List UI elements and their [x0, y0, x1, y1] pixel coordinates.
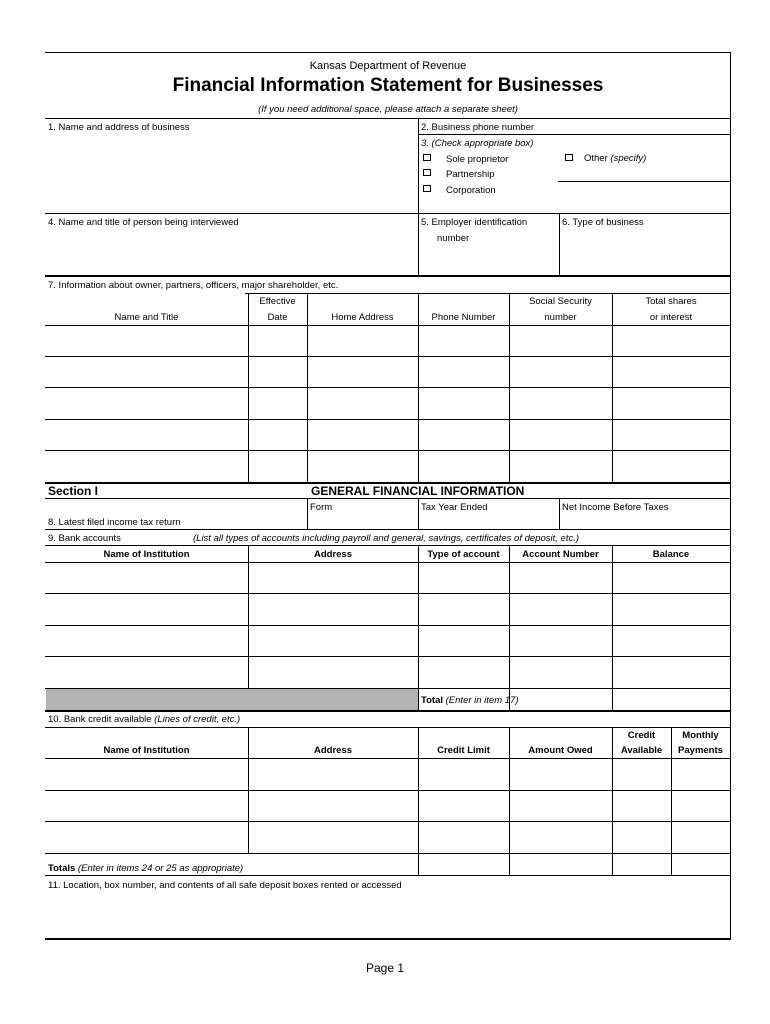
bank-col-balance: Balance	[652, 549, 690, 560]
credit-cell[interactable]	[510, 759, 611, 789]
tax-return-col-form: Form	[310, 502, 333, 513]
owners-col-shares-line2: or interest	[649, 312, 693, 323]
bank-col-type: Type of account	[427, 549, 500, 560]
owners-cell[interactable]	[419, 357, 508, 386]
page-number: Page 1	[365, 961, 405, 975]
credit-col-address: Address	[313, 745, 352, 756]
form-right-border	[730, 52, 731, 940]
owners-cell[interactable]	[419, 388, 508, 418]
bank-cell[interactable]	[613, 626, 729, 655]
owners-cell[interactable]	[46, 388, 247, 418]
owners-cell[interactable]	[308, 388, 417, 418]
credit-col-amount-owed: Amount Owed	[528, 745, 593, 756]
owners-cell[interactable]	[249, 420, 306, 449]
owners-col-date-line1: Effective	[259, 296, 296, 307]
credit-cell[interactable]	[672, 759, 729, 789]
credit-cell[interactable]	[510, 791, 611, 820]
other-text: Other	[584, 153, 608, 164]
credit-col-institution: Name of Institution	[103, 745, 190, 756]
tax-return-net-income-field[interactable]	[560, 514, 729, 528]
form-title: Financial Information Statement for Businesses	[172, 75, 604, 96]
owners-cell[interactable]	[46, 420, 247, 449]
section-title-text: GENERAL FINANCIAL INFORMATION	[311, 484, 525, 498]
bank-cell[interactable]	[249, 626, 417, 655]
credit-cell[interactable]	[613, 759, 670, 789]
owners-cell[interactable]	[249, 388, 306, 418]
bank-cell[interactable]	[613, 657, 729, 687]
owners-cell[interactable]	[249, 357, 306, 386]
credit-col-limit: Credit Limit	[437, 745, 490, 756]
credit-total-cell[interactable]	[613, 854, 670, 874]
item9-label: 9. Bank accounts	[48, 533, 121, 544]
bank-col-account-number: Account Number	[522, 549, 599, 560]
credit-cell[interactable]	[249, 759, 417, 789]
section-label: Section I	[48, 484, 99, 498]
form-note: (If you need additional space, please attach a separate sheet)	[258, 104, 518, 115]
owners-cell[interactable]	[613, 357, 729, 386]
item5-label-line2: number	[437, 233, 470, 244]
item7-label: 7. Information about owner, partners, officers, major shareholder, etc.	[48, 280, 339, 291]
bank-cell[interactable]	[613, 594, 729, 624]
tax-return-form-field[interactable]	[308, 514, 416, 528]
credit-cell[interactable]	[419, 791, 508, 820]
credit-col-available-line2: Available	[620, 745, 663, 756]
credit-cell[interactable]	[46, 822, 247, 852]
bank-cell[interactable]	[613, 563, 729, 592]
bank-cell[interactable]	[510, 657, 611, 687]
business-phone-field[interactable]	[545, 120, 729, 134]
bank-total-shaded-cell	[46, 689, 418, 710]
bank-col-address: Address	[313, 549, 352, 560]
owners-cell[interactable]	[308, 420, 417, 449]
owners-cell[interactable]	[249, 326, 306, 355]
item10-label-text: 10. Bank credit available	[48, 714, 152, 725]
credit-totals-text: Totals	[48, 863, 76, 874]
bank-cell[interactable]	[46, 626, 247, 655]
owners-cell[interactable]	[46, 357, 247, 386]
employer-id-field[interactable]	[420, 246, 557, 274]
tax-return-year-field[interactable]	[419, 514, 557, 528]
partnership-checkbox[interactable]	[423, 169, 431, 176]
business-name-address-field[interactable]	[46, 134, 416, 212]
owners-col-ssn-line1: Social Security	[529, 296, 592, 307]
sole-proprietor-label: Sole proprietor	[446, 154, 509, 165]
bank-total-text: Total	[421, 695, 443, 706]
owners-cell[interactable]	[46, 326, 247, 355]
bank-cell[interactable]	[419, 563, 508, 592]
owners-col-name-line2: Name and Title	[114, 312, 179, 323]
owners-cell[interactable]	[510, 420, 611, 449]
item5-label-line1: 5. Employer identification	[421, 217, 528, 228]
credit-totals-label	[48, 863, 243, 874]
other-specify-field[interactable]	[558, 166, 728, 180]
bank-cell[interactable]	[249, 563, 417, 592]
type-of-business-field[interactable]	[561, 230, 729, 274]
owners-cell[interactable]	[308, 357, 417, 386]
credit-cell[interactable]	[672, 822, 729, 852]
tax-return-col-year: Tax Year Ended	[421, 502, 488, 513]
owners-cell[interactable]	[613, 420, 729, 449]
owners-cell[interactable]	[308, 326, 417, 355]
owners-cell[interactable]	[46, 451, 247, 481]
owners-cell[interactable]	[613, 326, 729, 355]
partnership-label: Partnership	[446, 169, 495, 180]
bank-cell[interactable]	[46, 594, 247, 624]
interviewee-name-title-field[interactable]	[46, 230, 416, 274]
other-label	[584, 153, 646, 164]
item8-label: 8. Latest filed income tax return	[48, 517, 181, 528]
corporation-checkbox[interactable]	[423, 185, 431, 192]
credit-totals-note: (Enter in items 24 or 25 as appropriate)	[77, 863, 244, 874]
bank-cell[interactable]	[510, 563, 611, 592]
bank-cell[interactable]	[249, 657, 417, 687]
credit-cell[interactable]	[510, 822, 611, 852]
bank-cell[interactable]	[419, 626, 508, 655]
credit-cell[interactable]	[613, 822, 670, 852]
item6-label: 6. Type of business	[562, 217, 644, 228]
bank-cell[interactable]	[46, 657, 247, 687]
owners-cell[interactable]	[510, 357, 611, 386]
item11-label: 11. Location, box number, and contents of all safe deposit boxes rented or accessed	[48, 880, 402, 891]
credit-cell[interactable]	[419, 822, 508, 852]
safe-deposit-field[interactable]	[46, 893, 729, 938]
credit-col-available-line1: Credit	[627, 730, 656, 741]
credit-total-cell[interactable]	[419, 854, 508, 874]
owners-cell[interactable]	[510, 326, 611, 355]
owners-cell[interactable]	[613, 451, 729, 481]
owners-cell[interactable]	[419, 420, 508, 449]
agency-name: Kansas Department of Revenue	[309, 60, 467, 72]
tax-return-col-net-income: Net Income Before Taxes	[562, 502, 669, 513]
bank-cell[interactable]	[510, 594, 611, 624]
item10-note: (Lines of credit, etc.)	[154, 714, 241, 725]
item1-label: 1. Name and address of business	[48, 122, 190, 133]
owners-cell[interactable]	[308, 451, 417, 481]
credit-total-cell[interactable]	[672, 854, 729, 874]
owners-cell[interactable]	[419, 326, 508, 355]
owners-cell[interactable]	[419, 451, 508, 481]
owners-col-date-line2: Date	[267, 312, 288, 323]
owners-col-ssn-line2: number	[544, 312, 577, 323]
credit-cell[interactable]	[46, 791, 247, 820]
bank-cell[interactable]	[249, 594, 417, 624]
item4-label: 4. Name and title of person being interviewed	[48, 217, 239, 228]
credit-col-payments-line2: Payments	[678, 745, 723, 756]
item2-label: 2. Business phone number	[421, 122, 535, 133]
credit-cell[interactable]	[419, 759, 508, 789]
bank-cell[interactable]	[419, 594, 508, 624]
bank-total-label	[421, 695, 519, 706]
section-title	[311, 484, 527, 498]
form-top-border	[45, 52, 731, 53]
sole-proprietor-checkbox[interactable]	[423, 154, 431, 161]
item10-label	[48, 714, 240, 725]
owners-col-address-line2: Home Address	[331, 312, 394, 323]
bank-cell[interactable]	[510, 626, 611, 655]
credit-cell[interactable]	[46, 759, 247, 789]
other-specify-text: (specify)	[610, 153, 647, 164]
corporation-label: Corporation	[446, 185, 496, 196]
bank-col-institution: Name of Institution	[103, 549, 190, 560]
owners-col-phone-line2: Phone Number	[431, 312, 496, 323]
item9-note: (List all types of accounts including payroll and general, savings, certificates of deposit, etc.)	[193, 533, 580, 544]
other-checkbox[interactable]	[565, 154, 573, 161]
owners-cell[interactable]	[249, 451, 306, 481]
credit-cell[interactable]	[613, 791, 670, 820]
bank-cell[interactable]	[46, 563, 247, 592]
credit-col-payments-line1: Monthly	[682, 730, 719, 741]
owners-col-shares-line1: Total shares	[645, 296, 697, 307]
item3-label: 3. (Check appropriate box)	[421, 138, 534, 149]
bank-total-balance-field[interactable]	[613, 690, 729, 709]
owners-cell[interactable]	[613, 388, 729, 418]
credit-cell[interactable]	[672, 791, 729, 820]
credit-cell[interactable]	[249, 822, 417, 852]
owners-cell[interactable]	[510, 388, 611, 418]
credit-cell[interactable]	[249, 791, 417, 820]
other-specify-line	[558, 181, 730, 182]
bank-cell[interactable]	[419, 657, 508, 687]
owners-cell[interactable]	[510, 451, 611, 481]
credit-total-cell[interactable]	[510, 854, 611, 874]
bank-total-note: (Enter in item 17)	[445, 695, 519, 706]
